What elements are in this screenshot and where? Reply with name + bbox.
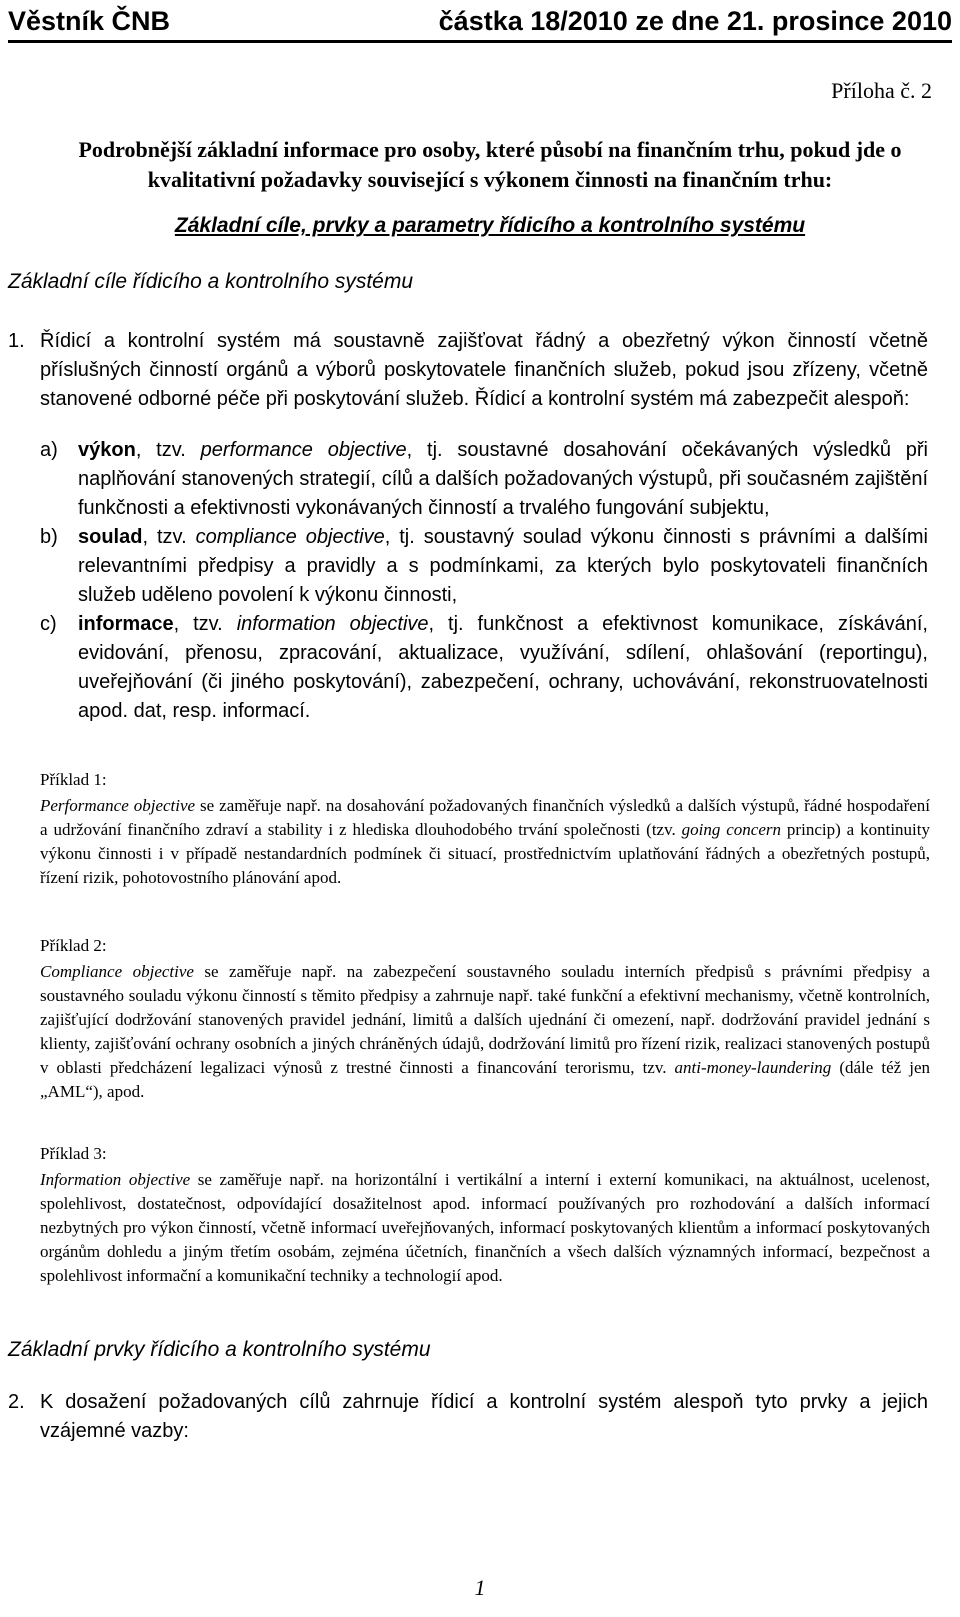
journal-title: Věstník ČNB (8, 6, 171, 36)
example-term-inline: anti-money-laundering (674, 1058, 832, 1077)
item-rest: , tj. soustavný soulad výkonu činnosti s právními a dalšími relevantními předpisy a pravidly a s podmínkami, za kterých bylo poskytovateli finančních služeb uděleno povolení k výkonu činnosti, (78, 526, 928, 606)
issue-info: částka 18/2010 ze dne 21. prosince 2010 (438, 6, 952, 36)
item-keyword: soulad (78, 526, 143, 548)
item-term: information objective (236, 613, 429, 635)
subtitle-elements: Základní prvky řídicího a kontrolního systému (8, 1338, 431, 1361)
paragraph-text: K dosažení požadovaných cílů zahrnuje řídicí a kontrolní systém alespoň tyto prvky a jejich vzájemné vazby: (40, 1391, 928, 1442)
paragraph-number: 1. (8, 330, 25, 352)
list-item (8, 523, 928, 610)
example-term: Information objective (40, 1170, 191, 1189)
item-term: compliance objective (195, 526, 385, 548)
paragraph-text: Řídicí a kontrolní systém má soustavně zajišťovat řádný a obezřetný výkon činností včetně příslušných činností orgánů a výborů poskytovatele finančních služeb, pokud jsou zřízeny, včetně stanovené odborné péče při poskytování služeb. Řídicí a kontrolní systém má zabezpečit alespoň: (40, 330, 928, 410)
page-number: 1 (474, 1575, 486, 1600)
item-rest: , tj. funkčnost a efektivnost komunikace, získávání, evidování, přenosu, zpracování, aktualizace, využívání, sdílení, ohlašování (reportingu), uveřejňování (či jiného poskytování), zabezpečení, ochrany, uchovávání, rekonstruovatelnosti apod. dat, resp. informací. (78, 613, 928, 722)
item-term: performance objective (200, 439, 407, 461)
subtitle-goals: Základní cíle řídicího a kontrolního systému (8, 270, 414, 293)
example-2 (40, 934, 930, 1104)
example-heading: Příklad 3: (40, 1144, 107, 1163)
example-term-inline: going concern (681, 820, 782, 839)
objectives-list (8, 436, 928, 726)
example-text: se zaměřuje např. na horizontální i vertikální a interní i externí komunikaci, na aktuálnost, ucelenost, spolehlivost, dostatečnost, odpovídající dosažitelnost apod. informací používaných pro rozhodování a dalších informací nezbytných pro výkon činností, včetně informací uveřejňovaných, informací poskytovaných klientům a informací poskytovaných orgánům dohledu a jiným třetím osobám, zejména účetních, finančních a všech dalších významných informací, bezpečnost a spolehlivost informační a komunikační techniky a technologií apod. (40, 1170, 931, 1285)
item-keyword: informace (78, 613, 174, 635)
example-text-continued: princip) a kontinuity výkonu činnosti i v případě nestandardních podmínek či situací, prostřednictvím uplatňování řádných a obezřetných postupů, řízení rizik, pohotovostního plánování apod. (40, 820, 930, 887)
list-item (8, 610, 928, 726)
example-text-continued: (dále též jen „AML“), apod. (40, 1058, 930, 1101)
example-text: se zaměřuje např. na dosahování požadovaných finančních výsledků a dalších výstupů, řádné hospodaření a udržování finančního zdraví a stability i z hlediska dlouhodobého trvání společnosti (tzv. (40, 796, 930, 839)
list-item (8, 436, 928, 523)
item-label: a) (40, 439, 58, 461)
example-1 (40, 768, 930, 890)
paragraph-number: 2. (8, 1391, 25, 1413)
paragraph-1 (8, 327, 928, 414)
section-title: Základní cíle, prvky a parametry řídicího a kontrolního systému (174, 214, 806, 237)
item-label: b) (40, 526, 58, 548)
item-label: c) (40, 613, 57, 635)
page-header (8, 2, 952, 43)
example-heading: Příklad 2: (40, 936, 107, 955)
intro-heading: Podrobnější základní informace pro osoby, které působí na finančním trhu, pokud jde o kvalitativní požadavky související s výkonem činnosti na finančním trhu: (78, 137, 902, 192)
example-text: se zaměřuje např. na zabezpečení soustavného souladu interních předpisů s právními předpisy a soustavného souladu výkonu činností s těmito předpisy a zahrnuje např. také funkční a efektivní mechanismy, včetně kontrolních, zajišťující dodržování stanovených pravidel jednání, limitů a dalších ujednání či omezení, např. dodržování pravidel jednání s klienty, zajišťování ochrany osobních a jiných chráněných údajů, dodržování limitů pro řízení rizik, realizaci stanovených postupů v oblasti předcházení legalizaci výnosů z trestné činnosti a financování terorismu, tzv. (40, 962, 930, 1077)
item-keyword: výkon (78, 439, 136, 461)
example-heading: Příklad 1: (40, 770, 107, 789)
item-mid: , tzv. (142, 526, 196, 548)
example-3 (40, 1142, 930, 1288)
appendix-label: Příloha č. 2 (831, 78, 932, 103)
item-rest: , tj. soustavné dosahování očekávaných výsledků při naplňování stanovených strategií, cílů a dalších požadovaných výstupů, při současném zajištění funkčnosti a efektivnosti vykonávaných činností a trvalého fungování subjektu, (78, 439, 928, 519)
item-mid: , tzv. (173, 613, 237, 635)
paragraph-2 (8, 1388, 928, 1446)
item-mid: , tzv. (135, 439, 201, 461)
example-term: Compliance objective (40, 962, 194, 981)
example-term: Performance objective (40, 796, 196, 815)
